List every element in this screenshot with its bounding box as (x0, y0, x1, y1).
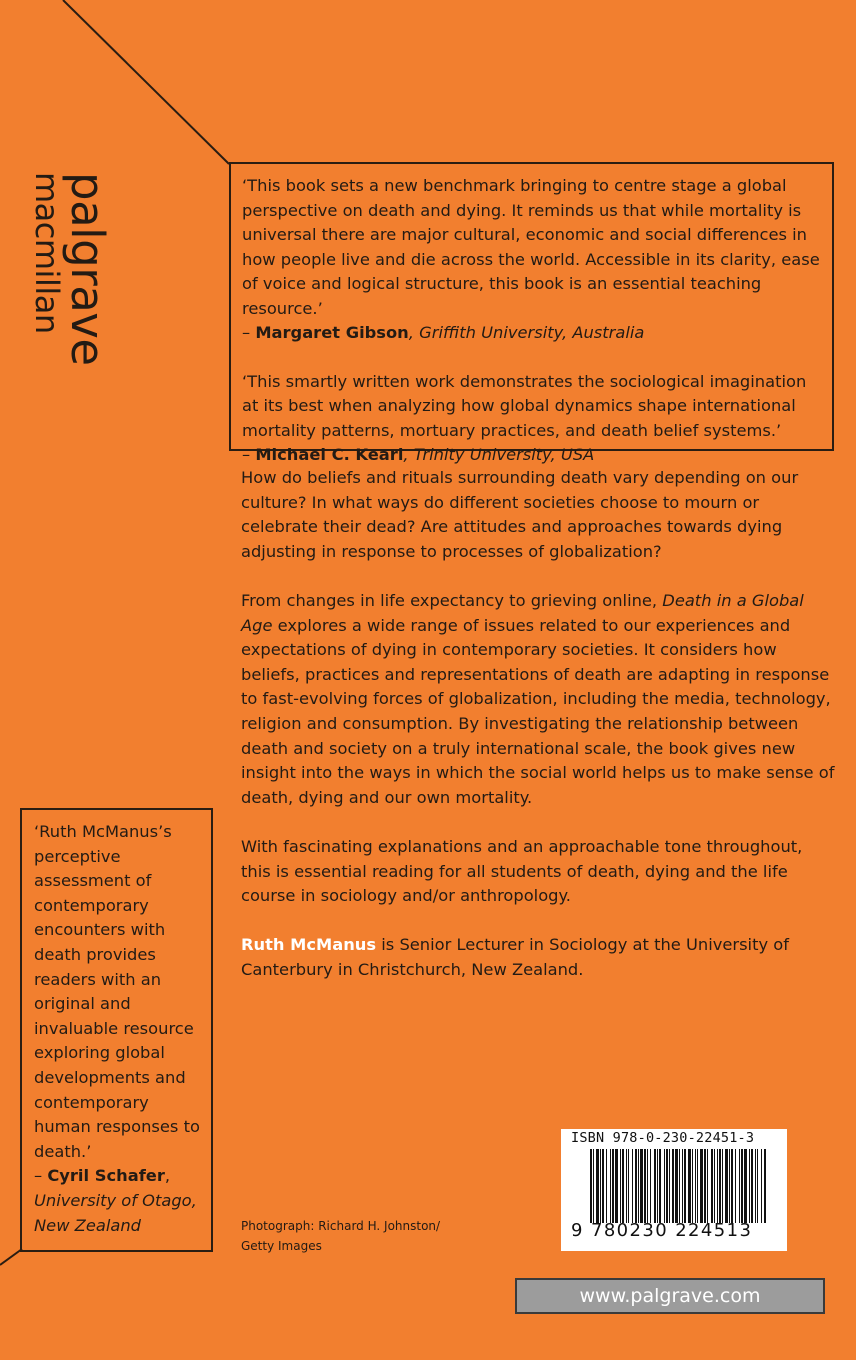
barcode-bar (722, 1149, 723, 1223)
barcode-bar (628, 1149, 629, 1223)
barcode-bar (719, 1149, 721, 1223)
barcode-bar (695, 1149, 696, 1223)
barcode-bar (666, 1149, 668, 1223)
barcode-bar (638, 1149, 639, 1223)
praise-quote-2-affiliation: , Trinity University, USA (403, 445, 595, 464)
praise-quote-1-affiliation: , Griffith University, Australia (408, 323, 645, 342)
top-diagonal-line (63, 0, 229, 164)
barcode-bar (647, 1149, 648, 1223)
praise-quote-1-name: Margaret Gibson (255, 323, 409, 342)
barcode-bar (729, 1149, 730, 1223)
barcode-bar (664, 1149, 665, 1223)
logo-word-macmillan: macmillan (28, 172, 66, 334)
barcode-bar (749, 1149, 750, 1223)
barcode-bar (757, 1149, 758, 1223)
barcode-bar (632, 1149, 633, 1223)
barcode-bar (735, 1149, 736, 1223)
praise-quote-1-attribution: – Margaret Gibson, Griffith University, Australia (242, 323, 645, 342)
barcode-bar (635, 1149, 637, 1223)
barcode-bar (682, 1149, 683, 1223)
bottom-diagonal-line (0, 1249, 22, 1265)
barcode-bar (755, 1149, 756, 1223)
barcode-bar (675, 1149, 678, 1223)
praise-quote-1 (242, 174, 820, 346)
side-quote-text: ‘Ruth McManus’s perceptive assessment of contemporary encounters with death provides readers with an original and invaluable resource exploring global developments and contemporary human responses to death.’ (34, 822, 200, 1161)
barcode-bar (669, 1149, 670, 1223)
praise-quote-2 (242, 370, 820, 468)
barcode-bar (600, 1149, 601, 1223)
barcode-bar (650, 1149, 651, 1223)
barcode-bar (590, 1149, 592, 1223)
side-quote-name: Cyril Schafer (47, 1166, 165, 1186)
barcode-bar (717, 1149, 718, 1223)
barcode-digits: 9 780230 224513 (571, 1220, 753, 1241)
author-bio: Ruth McManus is Senior Lecturer in Sociology at the University of Canterbury in Christchurch, New Zealand. (241, 935, 789, 979)
side-quote-attribution: – Cyril Schafer, University of Otago, New Zealand (34, 1166, 197, 1235)
isbn-barcode (561, 1129, 787, 1251)
description-paragraph-1: How do beliefs and rituals surrounding death vary depending on our culture? In what ways do different societies choose to mourn or celebrate their dead? Are attitudes and approaches towards dying adjusting in response to processes of globalization? (241, 468, 799, 561)
barcode-bar (697, 1149, 698, 1223)
description-paragraph-3: With fascinating explanations and an approachable tone throughout, this is essential reading for all students of death, dying and the life course in sociology and/or anthropology. (241, 836, 803, 906)
barcode-bar (679, 1149, 680, 1223)
barcode-bar (731, 1149, 733, 1223)
barcode-bar (620, 1149, 621, 1223)
praise-quote-2-attribution: – Michael C. Kearl, Trinity University, USA (242, 445, 595, 464)
side-praise-box (20, 808, 213, 1252)
barcode-bar (684, 1149, 686, 1223)
praise-quote-1-text: ‘This book sets a new benchmark bringing to centre stage a global perspective on death and dying. It reminds us that while mortality is universal there are major cultural, economic and social differences in how people live and die across the world. Accessible in its clarity, ease of voice and logical structure, this book is an essential teaching resource.’ (242, 176, 820, 318)
barcode-bar (644, 1149, 646, 1223)
barcode-bar (596, 1149, 599, 1223)
description-paragraph-2: From changes in life expectancy to grieving online, Death in a Global Age explores a wide range of issues related to our experiences and expectations of dying in contemporary societies. It considers how beliefs, practices and representations of death are adapting in response to fast-evolving forces of globalization, including the media, technology, religion and consumption. By investigating the relationship between death and society on a truly international scale, the book gives new insight into the ways in which the social world helps us to make sense of death, dying and our own mortality. (241, 590, 835, 807)
barcode-bar (739, 1149, 740, 1223)
barcode-bar (612, 1149, 614, 1223)
publisher-logo (20, 172, 114, 366)
barcode-bar (707, 1149, 708, 1223)
book-description (241, 466, 836, 1007)
barcode-bar (714, 1149, 715, 1223)
barcode-bar (640, 1149, 643, 1223)
barcode-bar (704, 1149, 706, 1223)
isbn-label: ISBN 978-0-230-22451-3 (571, 1130, 755, 1146)
barcode-bar (657, 1149, 658, 1223)
praise-quote-2-name: Michael C. Kearl (255, 445, 404, 464)
barcode-bar (672, 1149, 674, 1223)
barcode-bar (725, 1149, 728, 1223)
barcode-bar (751, 1149, 753, 1223)
barcode-bar (711, 1149, 713, 1223)
barcode-bar (622, 1149, 624, 1223)
barcode-bar (610, 1149, 611, 1223)
barcode-bar (692, 1149, 693, 1223)
barcode-bar (744, 1149, 747, 1223)
book-title: Death in a Global Age (241, 590, 804, 635)
barcode-bar (626, 1149, 627, 1223)
praise-quote-2-text: ‘This smartly written work demonstrates the sociological imagination at its best when analyzing how global dynamics shape international mortality patterns, mortuary practices, and death belief systems.’ (242, 371, 807, 440)
barcode-bar (654, 1149, 656, 1223)
barcode-bar (741, 1149, 743, 1223)
logo-word-palgrave: palgrave (61, 172, 114, 366)
barcode-bar (688, 1149, 691, 1223)
author-name: Ruth McManus (241, 935, 377, 955)
barcode-bar (659, 1149, 661, 1223)
barcode-bars (590, 1149, 766, 1223)
barcode-bar (700, 1149, 703, 1223)
barcode-bar (761, 1149, 762, 1223)
barcode-bar (606, 1149, 607, 1223)
barcode-bar (593, 1149, 594, 1223)
website-url[interactable]: www.palgrave.com (515, 1278, 825, 1314)
photo-credit: Photograph: Richard H. Johnston/ Getty Images (241, 1219, 441, 1253)
praise-box (229, 162, 834, 464)
barcode-bar (615, 1149, 618, 1223)
side-quote-affiliation: University of Otago, New Zealand (34, 1190, 197, 1235)
barcode-bar (764, 1149, 766, 1223)
barcode-bar (602, 1149, 604, 1223)
